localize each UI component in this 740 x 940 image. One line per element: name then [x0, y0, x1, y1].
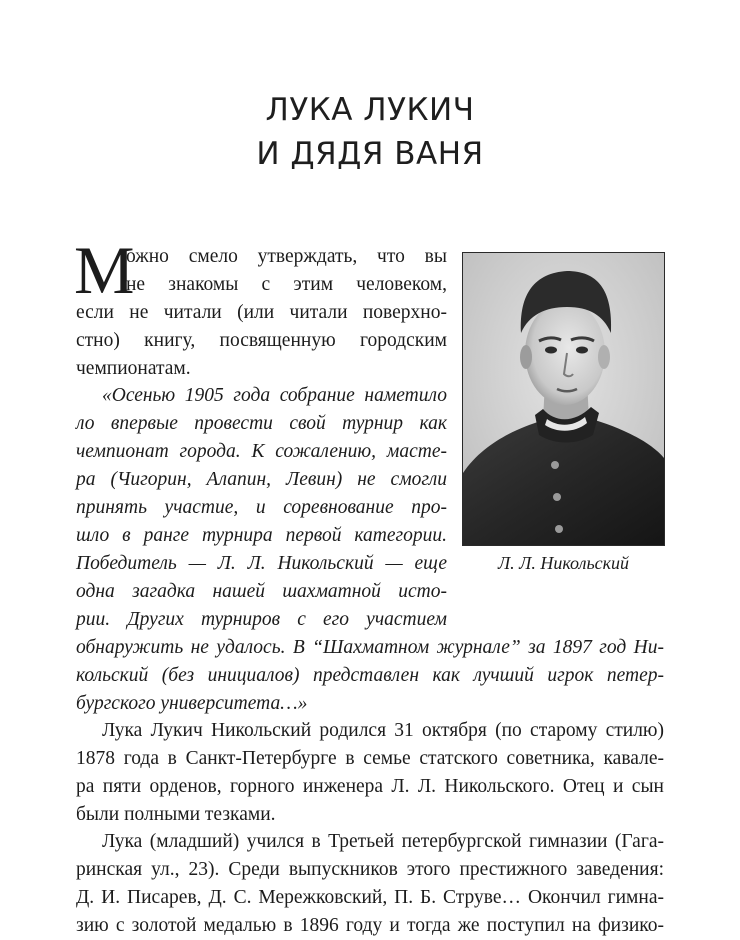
- text-line: Лука (младший) учился в Третьей петербургской гимназии (Гага-: [102, 831, 664, 852]
- text-line: не знакомы с этим человеком,: [126, 274, 447, 295]
- quote-line: рии. Других турниров с его участием: [76, 609, 447, 630]
- photo-caption: Л. Л. Никольский: [497, 553, 630, 573]
- portrait-photo: [462, 252, 665, 546]
- quote-line: принять участие, и соревнование про-: [76, 497, 447, 518]
- text-line: 1878 года в Санкт-Петербурге в семье статского советника, кавале-: [76, 748, 664, 769]
- quote-line: кольский (без инициалов) представлен как лучший игрок петер-: [76, 665, 664, 686]
- text-line: ринская ул., 23). Среди выпускников этого престижного заведения:: [76, 859, 664, 880]
- text-line: ра пяти орденов, горного инженера Л. Л. Никольского. Отец и сын: [76, 776, 664, 797]
- chapter-title-line-1: ЛУКА ЛУКИЧ: [265, 92, 475, 128]
- text-line: если не читали (или читали поверхно-: [76, 302, 447, 323]
- text-line: были полными тезками.: [76, 804, 276, 825]
- quote-line: ра (Чигорин, Алапин, Левин) не смогли: [76, 469, 447, 490]
- chapter-title-line-2: И ДЯДЯ ВАНЯ: [256, 136, 484, 172]
- text-line: Д. И. Писарев, Д. С. Мережковский, П. Б. Струве… Окончил гимна-: [76, 887, 664, 908]
- quote-line: ло впервые провести свой турнир как: [76, 413, 447, 434]
- text-line: чемпионатам.: [76, 358, 191, 379]
- text-line: Лука Лукич Никольский родился 31 октября (по старому стилю): [102, 720, 664, 741]
- quote-line: «Осенью 1905 года собрание наметило: [102, 385, 447, 406]
- quote-line: бургского университета…»: [76, 693, 308, 714]
- quote-line: шло в ранге турнира первой категории.: [76, 525, 447, 546]
- quote-line: чемпионат города. К сожалению, масте-: [76, 441, 447, 462]
- quote-line: обнаружить не удалось. В “Шахматном журнале” за 1897 год Ни-: [76, 637, 664, 658]
- chapter-title: [0, 88, 740, 176]
- text-line: зию с золотой медалью в 1896 году и тогда же поступил на физико-: [76, 915, 664, 936]
- drop-cap: М: [74, 232, 135, 308]
- text-line: ожно смело утверждать, что вы: [126, 246, 447, 267]
- portrait-illustration: [463, 253, 664, 545]
- quote-line: Победитель — Л. Л. Никольский — еще: [76, 553, 447, 574]
- text-line: стно) книгу, посвященную городским: [76, 330, 447, 351]
- quote-line: одна загадка нашей шахматной исто-: [76, 581, 447, 602]
